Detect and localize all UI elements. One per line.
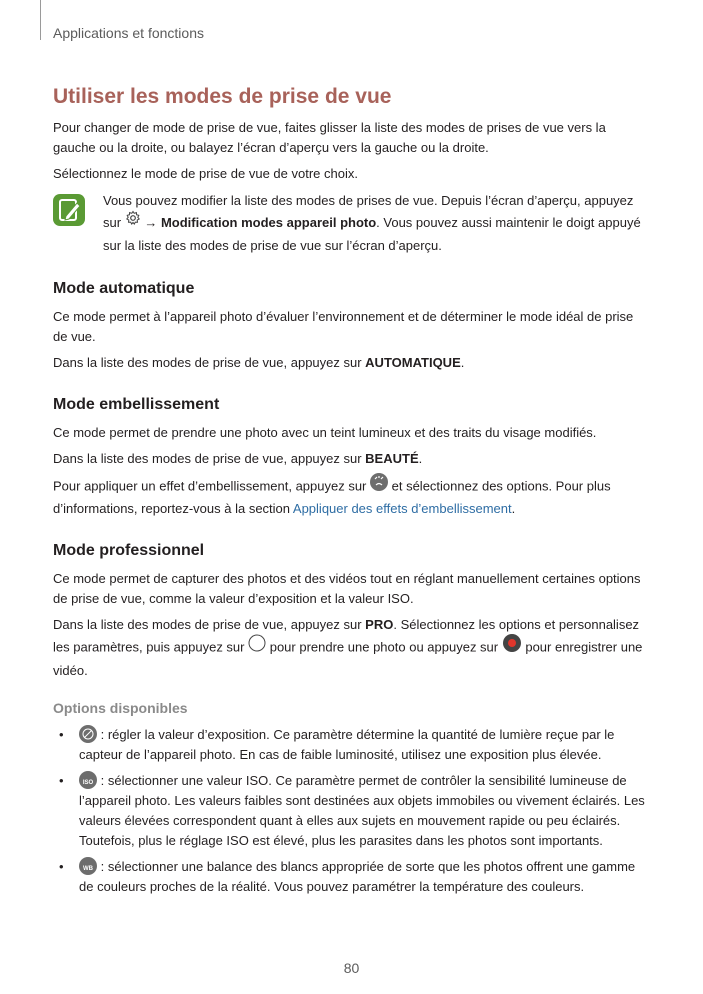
bullet: • [59,859,64,875]
page-title: Utiliser les modes de prise de vue [53,85,392,108]
pro-paragraph-1: Ce mode permet de capturer des photos et des vidéos tout en réglant manuellement certaines options de prise de vue, comme la valeur d’exposition et la valeur ISO. [53,571,641,607]
auto-mode-label: AUTOMATIQUE [365,355,461,371]
note-text-part2: . Vous pouvez aussi maintenir le doigt appuyé sur la liste des modes de prise de vue sur l’écran d’aperçu. [103,215,641,254]
list-item [53,857,645,897]
beauty-mode-label: BEAUTÉ [365,451,419,467]
intro-paragraph-1: Pour changer de mode de prise de vue, faites glisser la liste des modes de prises de vue vers la gauche ou la droite, ou balayez l’écran d’aperçu vers la gauche ou la droite. [53,120,606,155]
beauty-paragraph-2: Dans la liste des modes de prise de vue, appuyez sur BEAUTÉ. [53,451,423,467]
pro-mode-label: PRO [365,617,394,633]
option-exposure-text: : régler la valeur d’exposition. Ce paramètre détermine la quantité de lumière reçue par le capteur de l’appareil photo. En cas de faible luminosité, utilisez une exposition plus élevée. [79,727,615,763]
page-content [53,84,645,903]
note-arrow: → [144,215,158,230]
section-header: Applications et fonctions [53,25,204,41]
note-text-part1: Vous pouvez modifier la liste des modes de prises de vue. Depuis l’écran d’aperçu, appuyez sur [103,193,634,230]
page-number: 80 [343,960,360,976]
iso-icon: ISO [79,771,97,789]
option-iso-text: : sélectionner une valeur ISO. Ce paramètre permet de contrôler la sensibilité lumineuse de l’appareil photo. Les valeurs faibles sont destinées aux objets immobiles ou vivement éclairés. Les valeurs élevées correspondent quant à elles aux sujets en mouvement rapide ou peu éclairés. Toutefois, plus le réglage ISO est élevé, plus les parasites dans les photos sont importants. [79,773,645,849]
note-pencil-icon [53,194,85,226]
record-button-icon [502,633,522,659]
options-list [53,725,645,897]
option-wb-text: : sélectionner une balance des blancs appropriée de sorte que les photos offrent une gamme de couleurs proches de la réalité. Vous pouvez paramétrer la température des couleurs. [79,859,636,895]
heading-mode-automatique: Mode automatique [53,280,195,298]
auto-paragraph-2: Dans la liste des modes de prise de vue, appuyez sur AUTOMATIQUE. [53,355,465,371]
note-text [103,190,645,257]
heading-mode-professionnel: Mode professionnel [53,542,205,560]
note-menu-path: Modification modes appareil photo [160,215,377,230]
header-rule [40,0,41,40]
heading-mode-embellissement: Mode embellissement [53,396,220,414]
shutter-button-icon [248,634,266,658]
auto-paragraph-1: Ce mode permet à l’appareil photo d’évaluer l’environnement et de déterminer le mode idéal de prise de vue. [53,309,634,345]
heading-options-disponibles: Options disponibles [53,700,188,717]
beauty-effects-link[interactable]: Appliquer des effets d’embellissement [292,501,512,517]
pro-paragraph-2: Dans la liste des modes de prise de vue, appuyez sur PRO. Sélectionnez les options et personnalisez les paramètres, puis appuyez sur pour prendre une photo ou appuyez sur pour enregistrer une vidéo. [53,617,643,679]
intro-paragraph-2: Sélectionnez le mode de prise de vue de votre choix. [53,166,358,181]
beauty-paragraph-3: Pour appliquer un effet d’embellissement, appuyez sur et sélectionnez des options. Pour plus d’informations, reportez-vous à la section Appliquer des effets d’embellissement. [53,475,645,519]
bullet: • [59,727,64,743]
list-item [53,725,645,765]
beauty-effect-icon [370,473,388,497]
gear-icon [125,210,141,233]
note-box [53,190,645,257]
beauty-paragraph-1: Ce mode permet de prendre une photo avec un teint lumineux et des traits du visage modifiés. [53,425,597,441]
list-item [53,771,645,851]
white-balance-icon: WB [79,857,97,875]
exposure-icon [79,725,97,743]
bullet: • [59,773,64,789]
